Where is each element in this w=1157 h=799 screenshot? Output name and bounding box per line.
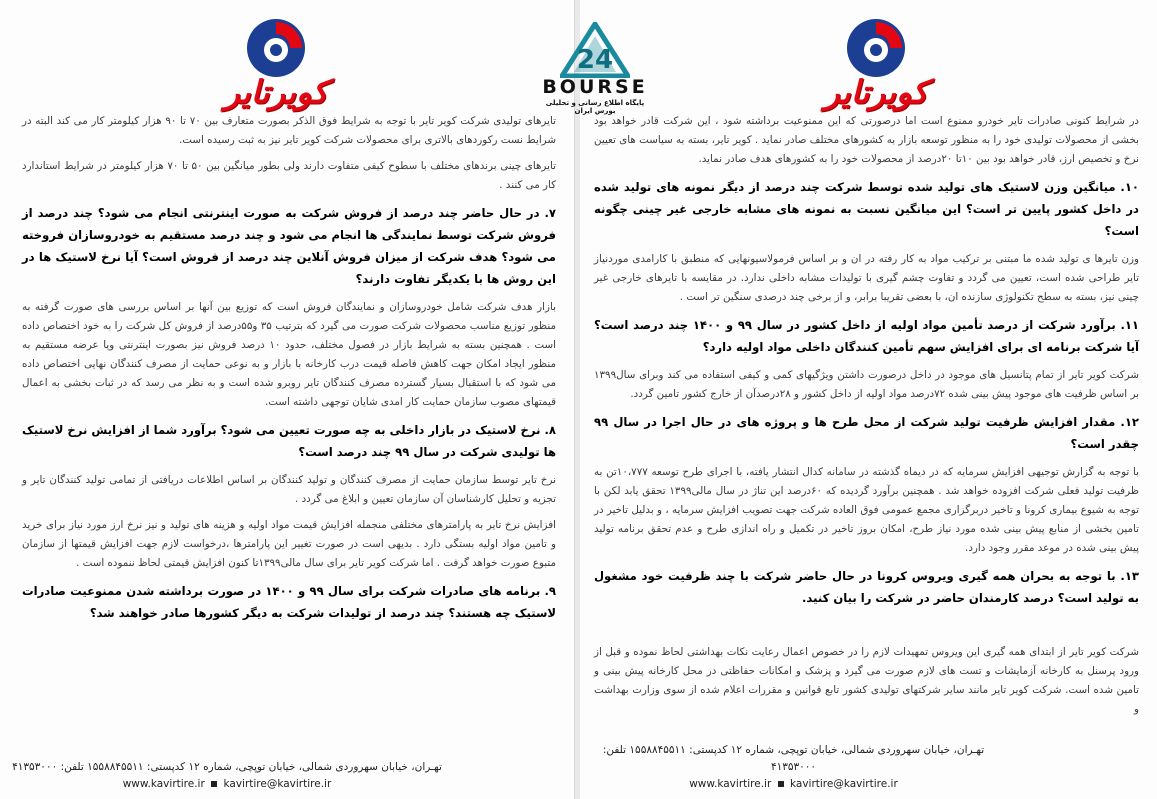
footer-left (0, 759, 574, 793)
spacer (594, 617, 1139, 643)
question-7: ۷. در حال حاضر چند درصد از فروش شرکت به صورت اینترنتی انجام می شود؟ چند درصد از فروش شرکت توسط نمایندگی ها انجام می شود و چند درصد مستقیم به خودروسازان فروخته می شود؟ هدف شرکت از میزان فروش آنلاین چند درصد از فروش است؟ آیا نرخ لاستیک ها در این روش ها با یکدیگر تفاوت دارند؟ (22, 206, 556, 286)
left-page-content (22, 112, 556, 632)
bourse-emblem-icon (560, 22, 630, 78)
page-left (0, 0, 575, 799)
page-right (580, 0, 1157, 799)
question-9: ۹. برنامه های صادرات شرکت برای سال ۹۹ و ۱۴۰۰ در صورت برداشته شدن ممنوعیت صادرات لاستیک چه هستند؟ چند درصد از تولیدات شرکت به دیگر کشورها صادر خواهند شد؟ (22, 584, 556, 620)
answer-8-a: نرخ تایر توسط سازمان حمایت از مصرف کنندگان و تولید کنندگان بر اساس اطلاعات دریافتی از تمامی تولید کنندگان تایر و تجزیه و تحلیل کارشناسان آن سازمان تعیین و ابلاغ می گردد . (22, 474, 556, 505)
question-11: ۱۱. برآورد شرکت از درصد تأمین مواد اولیه از داخل کشور در سال ۹۹ و ۱۴۰۰ چند درصد است؟ آیا شرکت برنامه ای برای افزایش سهم تأمین کنندگان داخلی مواد اولیه دارد؟ (594, 318, 1140, 354)
kavirtire-logo (212, 18, 340, 110)
footer-email[interactable]: kavirtire@kavirtire.ir (223, 778, 332, 790)
answer-7: بازار هدف شرکت شامل خودروسازان و نمایندگان فروش است که توزیع بین آنها بر اساس بررسی های صورت گرفته به منظور توزیع مناسب محصولات شرکت صورت می گیرد که بترتیب ۳۵ و۵۵درصد از فروش کل شرکت را به خود اختصاص داده است . همچنین بسته به شرایط بازار در فصول مختلف، حدود ۱۰ درصد فروش نیز بصورت اینترنتی ویا عرضه مستقیم به منظور ایجاد امکان جهت کاهش فاصله قیمت درب کارخانه با بازار و به نوعی حمایت از مصرف کنندگان نهایی اختصاص داده می شود که با استقبال بسیار گسترده مصرف کنندگان تایر روبرو شده است و به نظر می رسد که در ثبات بخشی به اعمال قیمتهای مصوب سازمان حمایت کار امدی شایان توجهی داشته است. (22, 301, 556, 408)
footer-email[interactable]: kavirtire@kavirtire.ir (789, 778, 898, 790)
right-page-content (594, 112, 1139, 726)
answer-11: شرکت کویر تایر از تمام پتانسیل های موجود در داخل درصورت داشتن ویژگیهای کمی و کیفی استفاده می کند وبرای سال۱۳۹۹ بر اساس ظرفیت های موجود پیش بینی شده ۷۲درصد مواد اولیه از داخل کشور و ۲۸درصدآن از خارج کشور تامین گردد. (594, 369, 1139, 400)
question-12: ۱۲. مقدار افزایش ظرفیت تولید شرکت از محل طرح ها و پروژه های در حال اجرا در سال ۹۹ چقدر است؟ (594, 415, 1139, 451)
paragraph: تایرهای تولیدی شرکت کویر تایر با توجه به شرایط فوق الذکر بصورت متعارف بین ۷۰ تا ۹۰ هزار کیلومتر کار می کند البته در شرایط نست رکوردهای بالاتری برای محصولات شرکت کویر تایر نیز به ثبت رسیده است. (22, 115, 556, 146)
bourse-logo (535, 22, 655, 115)
kavirtire-logo (812, 18, 940, 110)
bullet-icon (211, 781, 217, 787)
answer-13: شرکت کویر تایر از ابتدای همه گیری این ویروس تمهیدات لازم را در خصوص اعمال رعایت نکات بهداشتی لحاظ نموده و قبل از ورود پرسنل به کارخانه آزمایشات و تست های لازم صورت می گیرد و پزشک و امکانات حفاظتی در محل کارخانه پیش بینی و تامین شده است. شرکت کویر تایر مانند سایر شرکتهای تولیدی کشور تابع قوانین و مقررات اعلام شده از سوی وزارت بهداشت و (594, 646, 1139, 715)
kavirtire-wordmark: کویرتایر (224, 73, 328, 111)
paragraph: در شرایط کنونی صادرات تایر خودرو ممنوع است اما درصورتی که این ممنوعیت برداشته شود ، این شرکت قادر خواهد بود بخشی از محصولات تولیدی خود را به منظور توسعه بازار به کشورهای مختلف صادر نماید . کویر تایر، بسته به سیاست های تعیین نرخ و تخصیص ارز، قادر خواهد بود بین ۱۰تا ۲۰درصد از محصولات خود را به کشورهای هدف صادر نماید. (594, 115, 1139, 165)
footer-right (580, 742, 1157, 793)
bourse-subtitle: پایگاه اطلاع رسانی و تحلیلی بورس ایران (545, 99, 645, 115)
bourse-wordmark: BOURSE (542, 76, 648, 98)
answer-8-b: افزایش نرخ تایر به پارامترهای مختلفی منجمله افزایش قیمت مواد اولیه و هزینه های تولید و نیز نرخ ارز مورد نیاز برای خرید و تامین مواد اولیه بستگی دارد . بدیهی است در صورت تغییر این پارامترها ،درخواست لازم جهت افزایش قیمتها از سازمان متبوع صورت خواهد گرفت . اما شرکت کویر تایر برای سال مالی۱۳۹۹تا کنون افزایش قیمتی لحاظ ننموده است . (22, 519, 556, 569)
bullet-icon (778, 781, 784, 787)
footer-address: تهـران، خیابان سهروردی شمالی، خیابان توپچی، شماره ۱۲ کدپستی: ۱۵۵۸۸۴۵۵۱۱ تلفن: ۴۱۳۵۳۰۰۰ (12, 761, 442, 773)
footer-address: تهـران، خیابان سهروردی شمالی، خیابان توپچی، شماره ۱۲ کدپستی: ۱۵۵۸۸۴۵۵۱۱ تلفن: ۴۱۳۵۳۰۰۰ (602, 744, 985, 773)
footer-website[interactable]: www.kavirtire.ir (689, 778, 772, 790)
question-13: ۱۳. با توجه به بحران همه گیری ویروس کرونا در حال حاضر شرکت با چند ظرفیت خود مشغول به تولید است؟ درصد کارمندان حاضر در شرکت را بیان کنید. (594, 569, 1139, 605)
question-8: ۸. نرخ لاستیک در بازار داخلی به چه صورت تعیین می شود؟ برآورد شما از افزایش نرخ لاستیک ها تولیدی شرکت در سال ۹۹ چند درصد است؟ (22, 423, 556, 459)
answer-10: وزن تایرها ی تولید شده ما مبتنی بر ترکیب مواد به کار رفته در ان و بر اساس فرمولاسیونهایی که منطبق با کارامدی موردنیاز تایر طراحی شده است، تعیین می گردد و تفاوت چشم گیری با تولیدات مشابه داخلی ندارد. در مقایسه با تایرهای خارجی غیر چینی نیز، بسته به سطح تکنولوژی سازنده ان، با بعضی تقریبا برابر، و از برخی چند درصدی سنگین تر است . (594, 253, 1139, 303)
kavirtire-emblem-icon (846, 18, 906, 78)
svg-text:24: 24 (576, 45, 614, 75)
question-10: ۱۰. میانگین وزن لاستیک های تولید شده توسط شرکت چند درصد از دیگر نمونه های تولید شده در داخل کشور پایین تر است؟ این میانگین نسبت به نمونه های مشابه خارجی غیر چینی چگونه است؟ (594, 180, 1139, 238)
kavirtire-wordmark: کویرتایر (824, 73, 928, 111)
kavirtire-emblem-icon (246, 18, 306, 78)
answer-12: با توجه به گزارش توجیهی افزایش سرمایه که در دیماه گذشته در سامانه کدال انتشار یافته، با اجرای طرح توسعه ۱۰،۷۷۷تن به ظرفیت تولید فعلی شرکت افزوده خواهد شد . همچنین برآورد گردیده که ۶۰درصد این تناژ در سال مالی۱۳۹۹ تحقق یابد لکن با توجه به شیوع بیماری کرونا و تاخیر دربرگزاری مجمع عمومی فوق العاده شرکت جهت تصویب افزایش سرمایه ، و بدلیل تاخیر در تامین بخشی از منابع پیش بینی شده مورد نیاز طرح، امکان بروز تاخیر در تکمیل و راه اندازی طرح و عدم تحقق برنامه تولید پیش بینی شده در موعد مقرر وجود دارد. (594, 466, 1139, 554)
paragraph: تایرهای چینی برندهای مختلف با سطوح کیفی متفاوت دارند ولی بطور میانگین بین ۵۰ تا ۷۰ هزار کیلومتر در شرایط استاندارد کار می کنند . (22, 160, 556, 191)
footer-website[interactable]: www.kavirtire.ir (122, 778, 205, 790)
